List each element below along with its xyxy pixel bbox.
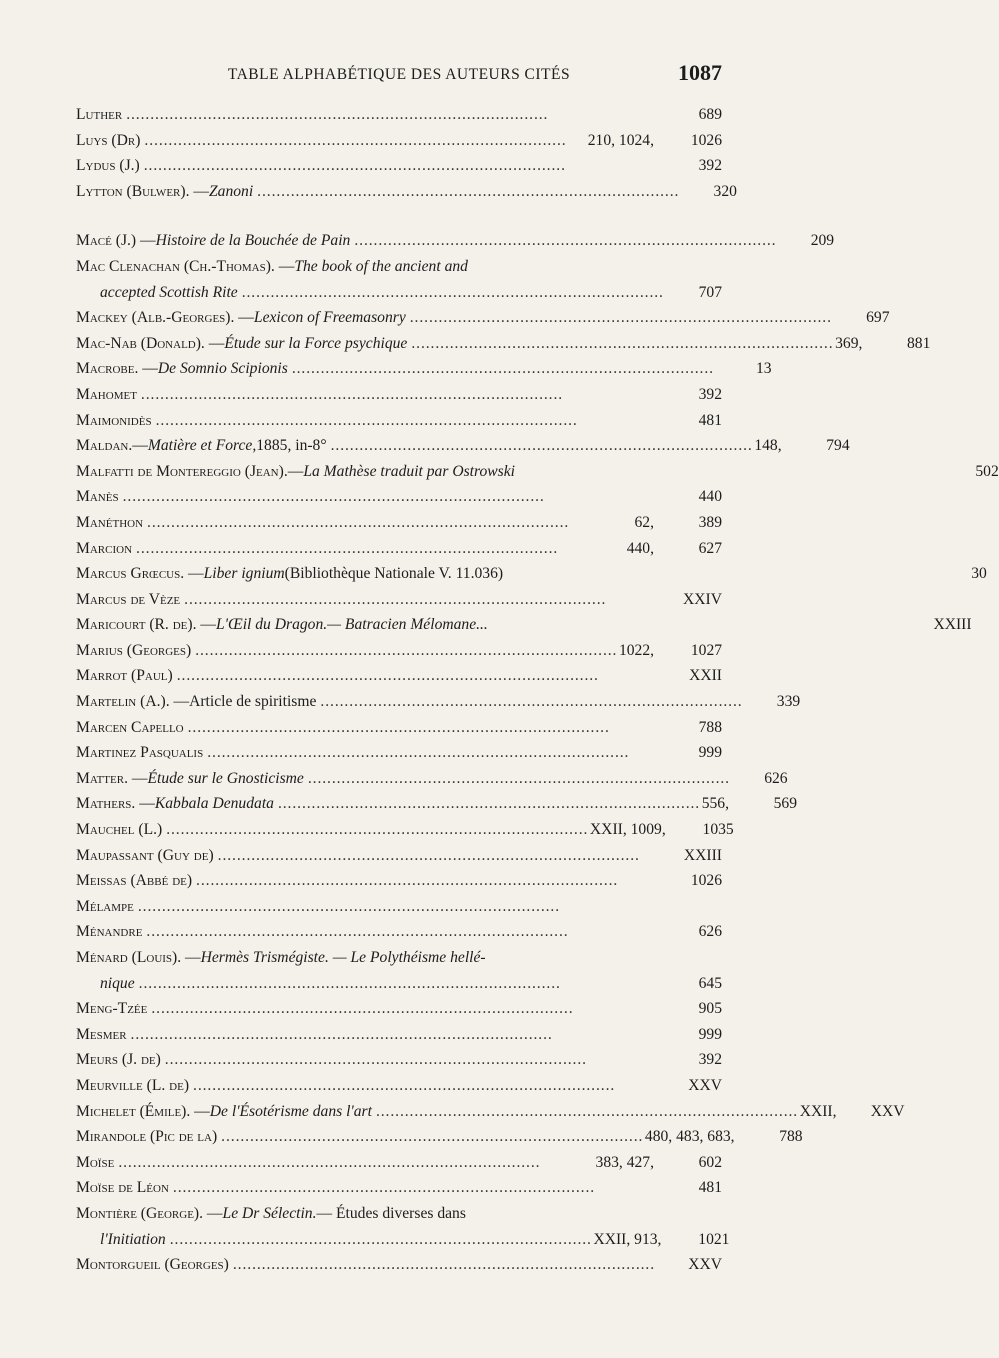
page-reference-last: 1026 [690, 872, 722, 890]
author-name: Marius (Georges) [76, 641, 192, 659]
work-title: L'Œil du Dragon.— Batracien Mélomane... [215, 616, 488, 634]
author-name: Luys (Dr) [76, 131, 141, 149]
page-reference-last: 788 [698, 718, 722, 736]
work-title: Liber ignium [203, 565, 285, 583]
author-name: Mirandole (Pic de la) [76, 1128, 218, 1146]
index-entry [76, 919, 722, 945]
work-title: Hermès Trismégiste. — Le Polythéisme hellé- [200, 949, 486, 966]
author-name: Malfatti de Montereggio (Jean).— [76, 462, 304, 480]
author-name: Mahomet [76, 385, 137, 403]
work-title: l'Initiation [100, 1230, 166, 1248]
dot-leader [233, 1252, 662, 1278]
index-entry-continuation [76, 280, 722, 306]
page-reference-last: 707 [698, 283, 722, 301]
page-reference-last: 788 [779, 1128, 803, 1146]
page-reference-last: XXV [870, 1102, 905, 1120]
dot-leader [139, 971, 662, 997]
work-note: 1885, in-8° [256, 437, 327, 455]
index-entry [76, 612, 972, 638]
dot-leader [308, 766, 728, 792]
page-reference-last: 689 [698, 106, 722, 123]
page-reference-last: 626 [698, 923, 722, 941]
work-title: Le Dr Sélectin. [222, 1204, 317, 1222]
author-name: Lydus (J.) [76, 157, 140, 175]
dot-leader [193, 1073, 662, 1099]
author-name: Macrobe. — [76, 360, 158, 378]
index-entry [76, 1124, 803, 1150]
index-entry [76, 817, 734, 843]
work-note: Article de spiritisme [189, 693, 317, 711]
index-entry [76, 766, 788, 792]
dot-leader [141, 382, 662, 408]
dot-leader [165, 1047, 662, 1073]
page-references: 383, 427, [595, 1153, 654, 1171]
author-name: Mesmer [76, 1025, 127, 1043]
page-reference-last: 320 [713, 182, 737, 200]
author-name: Mathers. — [76, 795, 155, 813]
dot-leader [196, 868, 662, 894]
index-entry [76, 1201, 722, 1227]
work-title: Matière et Force, [147, 437, 257, 455]
index-entry [76, 663, 722, 689]
page-reference-last: 13 [755, 360, 772, 378]
page-reference-last: XXV [688, 1076, 722, 1094]
work-title: accepted Scottish Rite [100, 283, 238, 301]
dot-leader [221, 1124, 641, 1150]
page-reference-last: 392 [698, 157, 722, 175]
author-name: Maimonidès [76, 411, 152, 429]
page-references: 210, 1024, [587, 131, 654, 149]
index-entry [76, 510, 722, 536]
index-entry [76, 561, 987, 587]
author-name: Montière (George). — [76, 1204, 223, 1222]
author-name: Marrot (Paul) [76, 667, 173, 685]
work-note: — Études diverses dans [316, 1204, 466, 1222]
dot-leader [166, 817, 586, 843]
page-reference-last: 481 [698, 1179, 722, 1197]
author-name: Marcion [76, 539, 133, 557]
dot-leader [156, 408, 662, 434]
page-reference-last: 569 [773, 795, 797, 813]
dot-leader [188, 715, 662, 741]
author-name: Mauchel (L.) [76, 821, 163, 839]
author-name: Maricourt (R. de). — [76, 616, 216, 634]
author-name: Mélampe [76, 897, 134, 915]
author-name: Moïse de Léon [76, 1179, 169, 1197]
work-title: De Somnio Scipionis [157, 360, 288, 378]
page-references: 148, [754, 437, 782, 455]
index-entry [76, 356, 772, 382]
index-entry-continuation [76, 1227, 730, 1253]
author-name: Meurs (J. de) [76, 1051, 161, 1069]
work-note: (Bibliothèque Nationale V. 11.036) [284, 565, 504, 583]
dot-leader [131, 1022, 662, 1048]
page-references: 440, [626, 539, 654, 557]
dot-leader [410, 305, 830, 331]
index-entry [76, 382, 722, 408]
page-references: 1022, [618, 641, 655, 659]
index-entry [76, 843, 722, 869]
author-name: Lytton (Bulwer). — [76, 182, 209, 200]
index-entry [76, 1073, 722, 1099]
author-name: Mac Clenachan (Ch.-Thomas). — [76, 257, 295, 275]
work-title: Zanoni [208, 182, 254, 200]
index-entry [76, 894, 722, 920]
index-entry [76, 740, 722, 766]
work-title: Étude sur le Gnosticisme [147, 769, 304, 787]
dot-leader [126, 102, 662, 128]
index-entry [76, 179, 737, 205]
page-reference-last: 481 [698, 411, 722, 429]
dot-leader [177, 663, 662, 689]
page-reference-last: 30 [971, 565, 987, 583]
page-reference-last: 794 [826, 437, 850, 455]
author-name: Macé (J.) — [76, 232, 156, 250]
dot-leader [278, 791, 698, 817]
dot-leader [151, 996, 662, 1022]
page-reference-last: 1027 [690, 641, 723, 659]
author-name: Meurville (L. de) [76, 1076, 190, 1094]
page-reference-last: 339 [776, 693, 801, 711]
index-entry [76, 459, 999, 485]
author-name: Maupassant (Guy de) [76, 846, 214, 864]
page-reference-last: 999 [698, 1025, 722, 1043]
work-title: Kabbala Denudata [154, 795, 274, 813]
dot-leader [184, 587, 662, 613]
page-reference-last: 881 [907, 334, 931, 352]
author-name: Martelin (A.). — [76, 693, 190, 711]
index-entry [76, 331, 931, 357]
page-reference-last: 502 [975, 462, 999, 480]
index-entry [76, 1252, 722, 1278]
dot-leader [195, 638, 615, 664]
dot-leader [138, 894, 662, 920]
dot-leader [257, 179, 677, 205]
index-entry [76, 1175, 722, 1201]
index-entry [76, 1150, 722, 1176]
index-entry [76, 102, 722, 128]
author-index [76, 102, 999, 1278]
page-reference-last: XXIV [683, 590, 722, 608]
dot-leader [376, 1099, 796, 1125]
page-header [76, 60, 722, 90]
dot-leader [144, 128, 583, 154]
page-reference-last: 999 [698, 744, 722, 762]
index-entry [76, 945, 722, 971]
page-references: 369, [835, 334, 863, 352]
page-references: 556, [701, 795, 729, 813]
author-name: Michelet (Émile). — [76, 1102, 210, 1120]
running-title: TABLE ALPHABÉTIQUE DES AUTEURS CITÉS [227, 66, 571, 83]
dot-leader [123, 484, 662, 510]
page-reference-last: XXIII [683, 846, 722, 864]
work-title: De l'Ésotérisme dans l'art [209, 1102, 372, 1120]
work-title: Histoire de la Bouchée de Pain [155, 232, 351, 250]
index-entry [76, 536, 722, 562]
dot-leader [354, 228, 774, 254]
author-name: Luther [76, 106, 123, 123]
page-reference-last: 389 [698, 513, 722, 531]
index-entry [76, 638, 722, 664]
page-reference-last: 645 [698, 974, 722, 992]
author-name: Martinez Pasqualis [76, 744, 204, 762]
page-references: 480, 483, 683, [644, 1128, 735, 1146]
dot-leader [331, 433, 751, 459]
author-name: Moïse [76, 1153, 115, 1171]
page-reference-last: 1035 [702, 821, 734, 839]
author-name: Meissas (Abbé de) [76, 872, 193, 890]
dot-leader [207, 740, 662, 766]
dot-leader [118, 1150, 591, 1176]
author-name: Ménard (Louis). — [76, 949, 201, 966]
dot-leader [320, 689, 740, 715]
page-reference-last: 440 [698, 488, 722, 506]
dot-leader [218, 843, 662, 869]
index-entry-continuation [76, 971, 722, 997]
page-reference-last: 392 [698, 385, 722, 403]
index-entry [76, 689, 801, 715]
index-entry [76, 433, 850, 459]
index-entry [76, 153, 722, 179]
index-entry [76, 1047, 722, 1073]
author-name: Manès [76, 488, 119, 506]
dot-leader [136, 536, 623, 562]
index-entry [76, 868, 722, 894]
index-entry [76, 484, 722, 510]
dot-leader [173, 1175, 662, 1201]
work-title: La Mathèse traduit par Ostrowski [303, 462, 515, 480]
author-name: Marcen Capello [76, 718, 184, 736]
work-title: Lexicon of Freemasonry [253, 309, 406, 327]
author-name: Maldan.— [76, 437, 148, 455]
page-references: 62, [634, 513, 654, 531]
author-name: Manéthon [76, 513, 144, 531]
page-references: XXII, [799, 1102, 837, 1120]
author-name: Mac-Nab (Donald). — [76, 334, 225, 352]
page-reference-last: 1021 [698, 1230, 730, 1248]
page-reference-last: 627 [698, 539, 722, 557]
index-entry [76, 228, 835, 254]
page-reference-last: XXV [688, 1256, 722, 1274]
author-name: Mackey (Alb.-Georges). — [76, 309, 254, 327]
page-reference-last: 905 [698, 1000, 722, 1018]
page-reference-last: 1026 [690, 131, 722, 149]
author-name: Marcus Grœcus. — [76, 565, 204, 583]
page-reference-last: 697 [866, 309, 890, 327]
author-name: Matter. — [76, 769, 148, 787]
author-name: Meng-Tzée [76, 1000, 148, 1018]
dot-leader [292, 356, 712, 382]
index-entry [76, 128, 722, 154]
dot-leader [242, 280, 662, 306]
index-entry [76, 996, 722, 1022]
index-entry [76, 254, 722, 280]
author-name: Montorgueil (Georges) [76, 1256, 229, 1274]
index-entry [76, 587, 722, 613]
page-reference-last: XXIII [933, 616, 972, 634]
dot-leader [144, 153, 662, 179]
page-number: 1087 [678, 60, 722, 85]
index-entry [76, 305, 890, 331]
work-title: nique [100, 974, 135, 992]
page-reference-last: XXII [689, 667, 722, 685]
index-entry [76, 791, 797, 817]
page-reference-last: 392 [698, 1051, 722, 1069]
index-entry [76, 1022, 722, 1048]
page-references: XXII, 913, [593, 1230, 662, 1248]
page-reference-last: 602 [698, 1153, 722, 1171]
work-title: Étude sur la Force psychique [224, 334, 408, 352]
author-name: Ménandre [76, 923, 143, 941]
author-name: Marcus de Vèze [76, 590, 181, 608]
index-entry [76, 408, 722, 434]
dot-leader [411, 331, 831, 357]
page-references: XXII, 1009, [589, 821, 666, 839]
dot-leader [147, 510, 630, 536]
index-entry [76, 715, 722, 741]
work-title: The book of the ancient and [294, 257, 468, 275]
dot-leader [146, 919, 662, 945]
index-entry [76, 1099, 905, 1125]
page-reference-last: 209 [810, 232, 835, 250]
page-reference-last: 626 [764, 769, 788, 787]
dot-leader [170, 1227, 590, 1253]
